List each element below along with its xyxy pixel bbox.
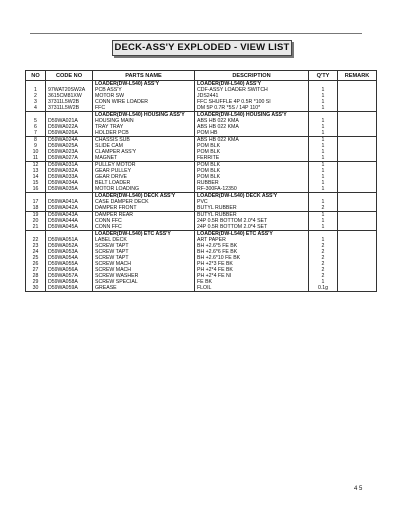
cell-code: D59WA042A: [46, 205, 93, 212]
cell-no: 17: [26, 199, 46, 205]
cell-code: 97WAT20SW2A: [46, 87, 93, 93]
cell-parts-name: CHASSIS SUB: [93, 137, 195, 144]
cell-parts-name: SLIDE CAM: [93, 143, 195, 149]
cell-parts-name: MAGNET: [93, 155, 195, 162]
cell-qty: 2: [309, 249, 338, 255]
cell-code: D59WA031A: [46, 162, 93, 169]
cell-parts-name: GREASE: [93, 285, 195, 292]
cell-description: LOADER(DW-L540) ASS'Y: [195, 81, 309, 88]
cell-description: RF-300FA-12350: [195, 186, 309, 193]
cell-code: D59WA034A: [46, 180, 93, 186]
cell-no: 18: [26, 205, 46, 212]
cell-parts-name: SCREW TAPT: [93, 249, 195, 255]
cell-no: 13: [26, 168, 46, 174]
cell-qty: 1: [309, 180, 338, 186]
cell-code: D59WA053A: [46, 249, 93, 255]
cell-code: D59WA045A: [46, 224, 93, 231]
page-title: DECK-ASS'Y EXPLODED - VIEW LIST: [112, 40, 292, 56]
cell-parts-name: SCREW WASHER: [93, 273, 195, 279]
cell-description: PH +2*4 FE NI: [195, 273, 309, 279]
cell-parts-name: CASE DAMPER DECK: [93, 199, 195, 205]
cell-no: 20: [26, 218, 46, 224]
cell-description: PH +2*3 FE BK: [195, 261, 309, 267]
cell-parts-name: HOUSING MAIN: [93, 118, 195, 124]
table-body: [26, 81, 377, 292]
cell-parts-name: LABEL DECK: [93, 237, 195, 243]
cell-code: D59WA022A: [46, 124, 93, 130]
cell-qty: 1: [309, 124, 338, 130]
cell-no: 23: [26, 243, 46, 249]
cell-description: 24P 0.5R BOTTOM 2.0*4 SET: [195, 224, 309, 231]
cell-description: LOADER(DW-L540) ETC ASS'Y: [195, 231, 309, 238]
parts-table: [25, 70, 377, 292]
cell-description: ABS HB 022 KMA: [195, 137, 309, 144]
cell-no: 7: [26, 130, 46, 137]
cell-code: D59WA026A: [46, 130, 93, 137]
cell-description: POM BLK: [195, 162, 309, 169]
cell-parts-name: PULLEY MOTOR: [93, 162, 195, 169]
cell-no: 10: [26, 149, 46, 155]
cell-description: PH +2*4 FE BK: [195, 267, 309, 273]
cell-parts-name: MOTOR LOADING: [93, 186, 195, 193]
cell-no: 2: [26, 93, 46, 99]
cell-description: DM 5P 0.7R *5S / 14P 110*: [195, 105, 309, 112]
column-header-qty: Q'TY: [309, 71, 338, 81]
cell-qty: 1: [309, 99, 338, 105]
cell-code: D59WA054A: [46, 255, 93, 261]
cell-qty: 1: [309, 186, 338, 193]
cell-no: 16: [26, 186, 46, 193]
cell-no: 5: [26, 118, 46, 124]
cell-code: D59WA051A: [46, 237, 93, 243]
cell-code: D59WA035A: [46, 186, 93, 193]
cell-parts-name: SCREW MACH: [93, 261, 195, 267]
cell-qty: 1: [309, 174, 338, 180]
cell-code: D59WA055A: [46, 261, 93, 267]
cell-qty: 1: [309, 237, 338, 243]
cell-qty: 2: [309, 267, 338, 273]
cell-parts-name: PCB ASS'Y: [93, 87, 195, 93]
cell-parts-name: LOADER(DW-L540) ASS'Y: [93, 81, 195, 88]
cell-description: BH +2.6*6 FE BK: [195, 249, 309, 255]
cell-parts-name: FFC: [93, 105, 195, 112]
cell-no: 11: [26, 155, 46, 162]
cell-code: D59WA043A: [46, 212, 93, 219]
cell-code: D59WA059A: [46, 285, 93, 292]
cell-no: 14: [26, 174, 46, 180]
cell-description: PVC: [195, 199, 309, 205]
cell-description: BH +2.6*5 FE BK: [195, 243, 309, 249]
cell-code: 3615CM81XW: [46, 93, 93, 99]
cell-qty: 1: [309, 137, 338, 144]
cell-description: POM BLK: [195, 149, 309, 155]
column-header-code: CODE NO: [46, 71, 93, 81]
cell-qty: 0.1g: [309, 285, 338, 292]
cell-parts-name: MOTOR SW: [93, 93, 195, 99]
table-header-row: [26, 71, 377, 81]
cell-parts-name: LOADER(DW-L540) HOUSING ASS'Y: [93, 112, 195, 119]
cell-code: D59WA044A: [46, 218, 93, 224]
cell-no: 4: [26, 105, 46, 112]
cell-qty: 1: [309, 118, 338, 124]
cell-code: D59WA032A: [46, 168, 93, 174]
cell-parts-name: SCREW TAPT: [93, 255, 195, 261]
column-header-remark: REMARK: [338, 71, 377, 81]
cell-qty: 2: [309, 243, 338, 249]
cell-parts-name: SCREW SPECIAL: [93, 279, 195, 285]
cell-qty: 1: [309, 143, 338, 149]
cell-parts-name: CONN WIRE LOADER: [93, 99, 195, 105]
cell-qty: 2: [309, 273, 338, 279]
cell-no: 1: [26, 87, 46, 93]
cell-description: LOADER(DW-L540) HOUSING ASS'Y: [195, 112, 309, 119]
cell-description: POM BLK: [195, 168, 309, 174]
cell-qty: 1: [309, 199, 338, 205]
column-header-description: DESCRIPTION: [195, 71, 309, 81]
cell-description: FLOIL: [195, 285, 309, 292]
cell-no: 26: [26, 261, 46, 267]
cell-no: 19: [26, 212, 46, 219]
column-header-no: NO: [26, 71, 46, 81]
cell-no: 28: [26, 273, 46, 279]
cell-qty: 2: [309, 205, 338, 212]
cell-description: FE BK: [195, 279, 309, 285]
cell-qty: 1: [309, 162, 338, 169]
cell-parts-name: GEAR PULLEY: [93, 168, 195, 174]
cell-no: 24: [26, 249, 46, 255]
column-header-parts: PARTS NAME: [93, 71, 195, 81]
cell-no: 25: [26, 255, 46, 261]
cell-code: D59WA057A: [46, 273, 93, 279]
cell-description: POM BLK: [195, 174, 309, 180]
cell-description: ART PAPER: [195, 237, 309, 243]
cell-no: 9: [26, 143, 46, 149]
cell-description: RUBBER: [195, 180, 309, 186]
cell-description: BUTYL RUBBER: [195, 205, 309, 212]
cell-parts-name: CLAMPER ASS'Y: [93, 149, 195, 155]
table-row: [26, 105, 377, 112]
cell-code: D59WA041A: [46, 199, 93, 205]
cell-description: POM HB: [195, 130, 309, 137]
cell-no: 3: [26, 99, 46, 105]
cell-description: FERRITE: [195, 155, 309, 162]
cell-no: 6: [26, 124, 46, 130]
cell-code: D59WA024A: [46, 137, 93, 144]
cell-description: POM BLK: [195, 143, 309, 149]
cell-description: BUTYL RUBBER: [195, 212, 309, 219]
cell-qty: 2: [309, 261, 338, 267]
cell-code: D59WA023A: [46, 149, 93, 155]
cell-parts-name: GEAR DRIVE: [93, 174, 195, 180]
cell-qty: 1: [309, 279, 338, 285]
cell-description: JDS2441: [195, 93, 309, 99]
cell-description: BH +2.6*10 FE BK: [195, 255, 309, 261]
cell-code: D59WA058A: [46, 279, 93, 285]
top-rule: [30, 33, 362, 34]
cell-code: D59WA056A: [46, 267, 93, 273]
cell-parts-name: HOLDER PCB: [93, 130, 195, 137]
cell-code: D59WA025A: [46, 143, 93, 149]
cell-parts-name: SCREW MACH: [93, 267, 195, 273]
cell-qty: 1: [309, 155, 338, 162]
table-row: [26, 285, 377, 292]
cell-description: FFC SHUFFLE 4P 0.5R *100 SI: [195, 99, 309, 105]
cell-parts-name: DAMPER REAR: [93, 212, 195, 219]
cell-code: D59WA027A: [46, 155, 93, 162]
cell-parts-name: DAMPER FRONT: [93, 205, 195, 212]
cell-no: 22: [26, 237, 46, 243]
cell-no: 21: [26, 224, 46, 231]
cell-qty: 1: [309, 218, 338, 224]
cell-qty: 1: [309, 87, 338, 93]
page-number: 4 5: [354, 486, 363, 492]
cell-parts-name: LOADER(DW-L540) ETC ASS'Y: [93, 231, 195, 238]
cell-description: ABS HB 022 KMA: [195, 118, 309, 124]
cell-qty: 1: [309, 149, 338, 155]
cell-no: 30: [26, 285, 46, 292]
cell-no: 8: [26, 137, 46, 144]
cell-description: ABS HB 022 KMA: [195, 124, 309, 130]
cell-qty: 1: [309, 105, 338, 112]
cell-no: 29: [26, 279, 46, 285]
cell-no: 27: [26, 267, 46, 273]
cell-parts-name: BELT LOADER: [93, 180, 195, 186]
cell-code: 37311L5W2B: [46, 99, 93, 105]
cell-qty: 2: [309, 255, 338, 261]
cell-no: 12: [26, 162, 46, 169]
cell-code: D59WA052A: [46, 243, 93, 249]
cell-remark: [338, 285, 377, 292]
cell-qty: 1: [309, 93, 338, 99]
cell-no: 15: [26, 180, 46, 186]
cell-qty: 1: [309, 224, 338, 231]
cell-code: D59WA021A: [46, 118, 93, 124]
cell-parts-name: CONN FFC: [93, 218, 195, 224]
cell-description: LOADER(DW-L540) DECK ASS'Y: [195, 193, 309, 200]
cell-code: 37311L5W2B: [46, 105, 93, 112]
cell-qty: 1: [309, 212, 338, 219]
cell-qty: 1: [309, 168, 338, 174]
cell-description: 24P 0.5R BOTTOM 2.0*4 SET: [195, 218, 309, 224]
cell-description: CDF-ASSY LOADER SWITCH: [195, 87, 309, 93]
cell-parts-name: TRAY TRAY: [93, 124, 195, 130]
cell-parts-name: LOADER(DW-L540) DECK ASS'Y: [93, 193, 195, 200]
cell-parts-name: SCREW TAPT: [93, 243, 195, 249]
cell-code: D59WA033A: [46, 174, 93, 180]
cell-qty: 1: [309, 130, 338, 137]
cell-parts-name: CONN FFC: [93, 224, 195, 231]
